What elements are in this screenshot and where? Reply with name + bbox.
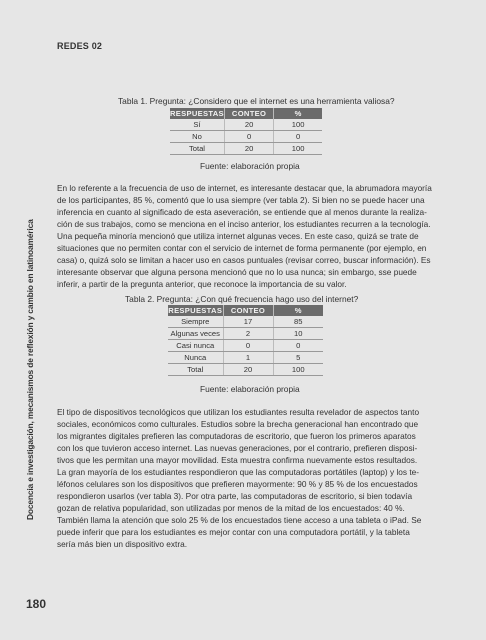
text-line: gozan de relativa popularidad, son utilizadas por menos de la mitad de los encuestados: 40 %. (57, 503, 405, 513)
table-cell: 0 (223, 340, 273, 352)
sidebar-vertical-title (22, 220, 42, 520)
table2-source: Fuente: elaboración propia (200, 384, 300, 394)
table-cell: Total (168, 364, 223, 376)
table-row (168, 364, 323, 376)
table-cell: 100 (273, 364, 323, 376)
table-cell: Casi nunca (168, 340, 223, 352)
table-cell: 0 (274, 131, 322, 143)
table2 (168, 305, 323, 376)
table1-header: % (274, 108, 322, 119)
text-line: interesante observar que alguna persona mencionó que no lo usa nunca; sin embargo, sse puede (57, 267, 417, 277)
text-line: Una pequeña minoría mencionó que utiliza internet algunas veces. En este caso, quizá se trate de (57, 231, 419, 241)
table-cell: 85 (273, 316, 323, 328)
table-row (170, 131, 322, 143)
sidebar-title-text: Docencia e investigación, mecanismos de reflexión y cambio en latinoamérica (25, 219, 35, 520)
text-line: situaciones que no permiten contar con el servicio de internet de forma permanente (por ejemplo, en (57, 243, 427, 253)
table-cell: 17 (223, 316, 273, 328)
text-line: También llama la atención que solo 25 % de los encuestados tiene acceso a una tableta o iPad. Se (57, 515, 422, 525)
table-cell: 5 (273, 352, 323, 364)
running-header: REDES 02 (57, 41, 103, 51)
table-cell: Nunca (168, 352, 223, 364)
table-cell: 10 (273, 328, 323, 340)
text-line: sociales, económicos como culturales. Estudios sobre la brecha generacional han encontrado que (57, 419, 419, 429)
text-line: En lo referente a la frecuencia de uso de internet, es interesante destacar que, la abrumadora mayoría (57, 183, 432, 193)
table-cell: 20 (224, 119, 273, 131)
table-cell: 100 (274, 143, 322, 155)
table1 (170, 108, 322, 155)
text-line: El tipo de dispositivos tecnológicos que utilizan los estudiantes resulta revelador de aspectos tanto (57, 407, 420, 417)
text-line: La gran mayoría de los estudiantes respondieron que las computadoras portátiles (laptop) y los te- (57, 467, 420, 477)
text-line: respondieron usarlos (ver tabla 3). Por otra parte, las computadoras de escritorio, si bien todavía (57, 491, 413, 501)
table-row (168, 352, 323, 364)
table-cell: Sí (170, 119, 224, 131)
text-line: puede inferir que para los estudiantes es mejor contar con una computadora portátil, y la tableta (57, 527, 410, 537)
table2-header: % (273, 305, 323, 316)
table-cell: No (170, 131, 224, 143)
text-line: inferencia en cuanto al significado de esta aseveración, se entiende que al menos durante la realiza- (57, 207, 427, 217)
table-cell: 2 (223, 328, 273, 340)
table-cell: 0 (224, 131, 273, 143)
table-cell: Total (170, 143, 224, 155)
table-cell: 20 (223, 364, 273, 376)
table1-source: Fuente: elaboración propia (200, 161, 300, 171)
text-line: con los que tuvieron acceso internet. Las nuevas generaciones, por el contrario, prefieren disposi- (57, 443, 418, 453)
table2-header-row (168, 305, 323, 316)
table1-header: RESPUESTAS (170, 109, 224, 118)
table-cell: 100 (274, 119, 322, 131)
text-line: léfonos celulares son los dispositivos que prefieren mayormente: 90 % y 85 % de los encuestados (57, 479, 418, 489)
table1-header: CONTEO (224, 108, 273, 119)
table-row (170, 143, 322, 155)
table-cell: 1 (223, 352, 273, 364)
paragraph-1 (57, 182, 432, 290)
table-cell: Algunas veces (168, 328, 223, 340)
text-line: casa) o, quizá solo se limitan a hacer uso en casos puntuales (revisar correo, buscar información). Es (57, 255, 431, 265)
text-line: de los participantes, 85 %, comentó que lo usa siempre (ver tabla 2). Si bien no se puede hacer una (57, 195, 425, 205)
table2-caption: Tabla 2. Pregunta: ¿Con qué frecuencia hago uso del internet? (125, 294, 359, 304)
table-row (170, 119, 322, 131)
table-row (168, 340, 323, 352)
table-cell: 20 (224, 143, 273, 155)
text-line: ción de sus trabajos, como se menciona en el inciso anterior, los estudiantes recurren a la tecnología. (57, 219, 431, 229)
table1-caption: Tabla 1. Pregunta: ¿Considero que el internet es una herramienta valiosa? (118, 96, 395, 106)
text-line: tivos que les permitan una mayor movilidad. Esta muestra confirma nuevamente estos resultados. (57, 455, 418, 465)
text-line: inferir, a partir de la pregunta anterior, que reconoce la importancia de su valor. (57, 279, 347, 289)
table1-header-row (170, 108, 322, 119)
text-line: sería más bien un dispositivo extra. (57, 539, 188, 549)
table2-header: RESPUESTAS (168, 306, 223, 315)
text-line: los migrantes digitales prefieren las computadoras de escritorio, que fueron los primeros aparatos (57, 431, 416, 441)
table2-header: CONTEO (223, 305, 273, 316)
paragraph-2 (57, 406, 432, 550)
table-row (168, 328, 323, 340)
table-cell: Siempre (168, 316, 223, 328)
table-row (168, 316, 323, 328)
page-number: 180 (26, 597, 47, 611)
table-cell: 0 (273, 340, 323, 352)
